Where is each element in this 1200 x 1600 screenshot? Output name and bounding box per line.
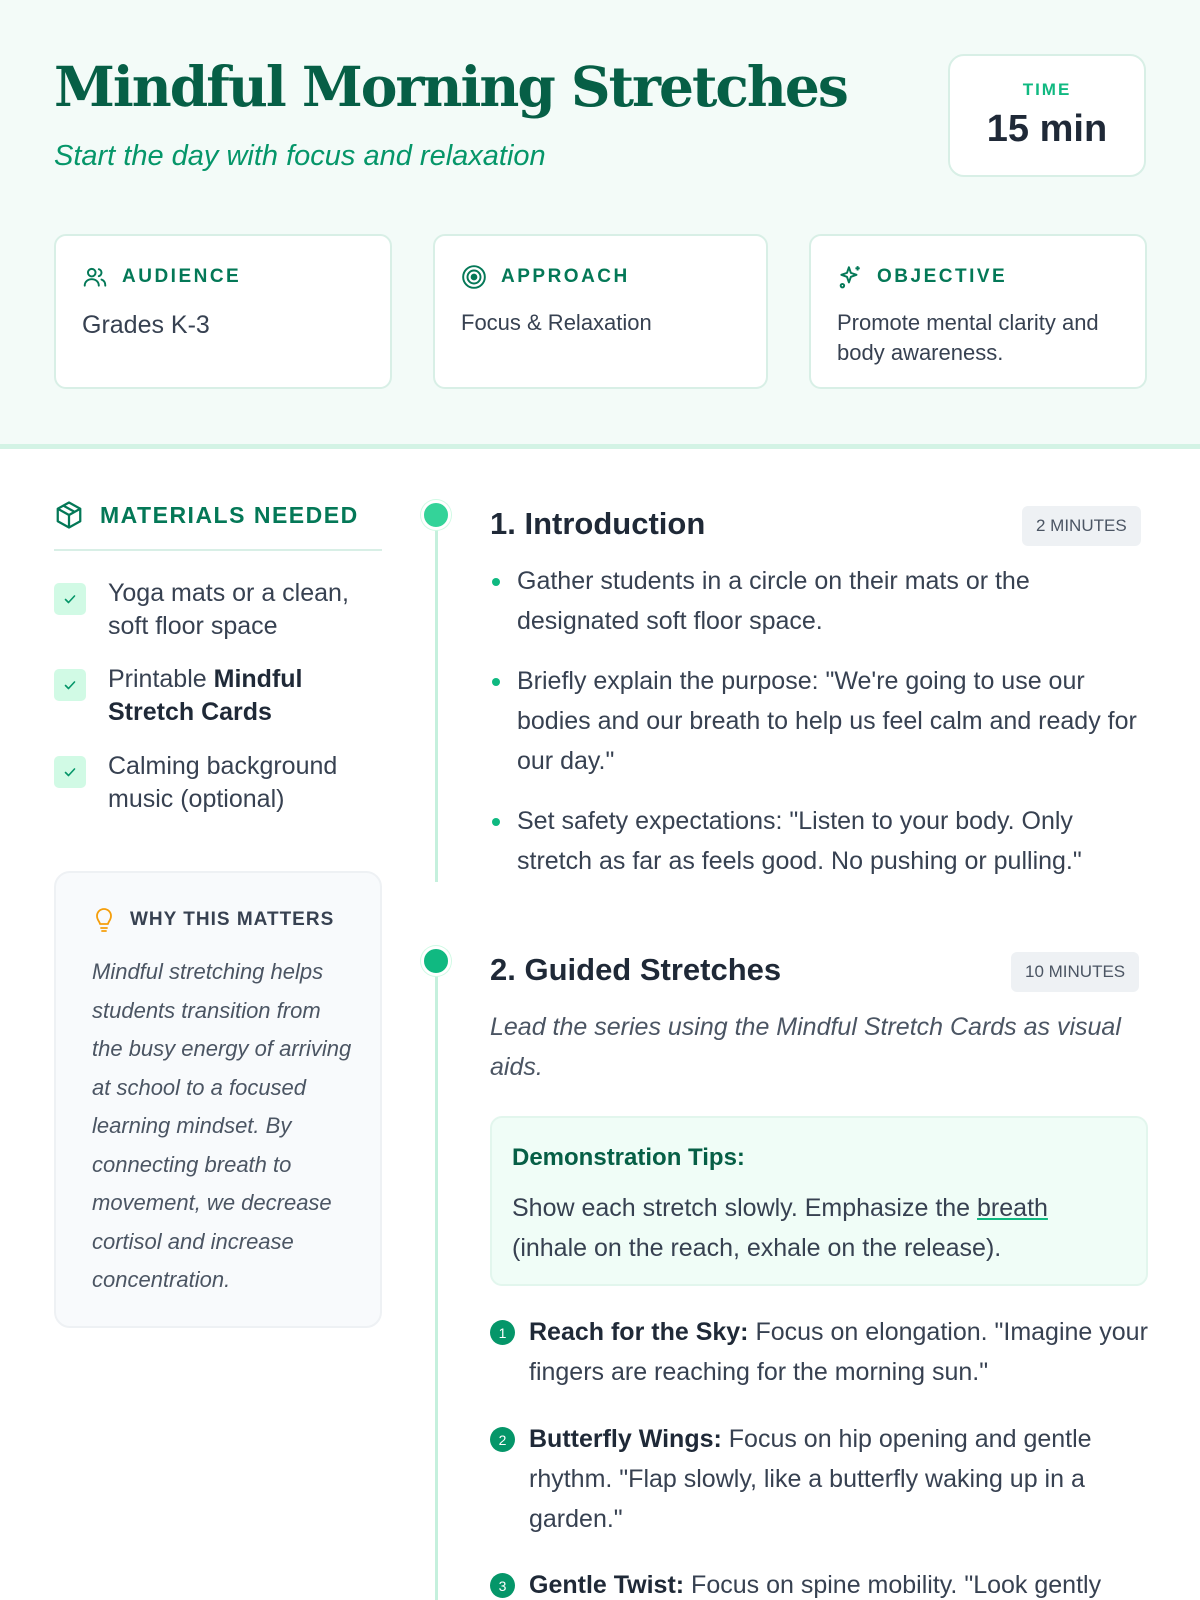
stretch-item [490, 1312, 1150, 1402]
approach-card [433, 234, 768, 389]
audience-card [54, 234, 392, 389]
material-item [54, 663, 384, 733]
duration-badge: 2 MINUTES [1022, 506, 1141, 546]
check-icon [54, 583, 86, 615]
why-title: WHY THIS MATTERS [130, 909, 335, 930]
stretch-text [529, 1419, 1149, 1539]
materials-header [54, 500, 382, 551]
tips-text: Show each stretch slowly. Emphasize the [512, 1194, 978, 1222]
audience-value: Grades K-3 [82, 311, 210, 339]
timeline-line [435, 976, 438, 1600]
page-subtitle: Start the day with focus and relaxation [54, 140, 546, 172]
target-icon [461, 264, 487, 290]
stretch-item [490, 1419, 1150, 1549]
time-label: TIME [1022, 80, 1072, 99]
audience-label: AUDIENCE [122, 266, 242, 287]
time-card [948, 54, 1146, 177]
material-item [54, 577, 384, 647]
time-value: 15 min [986, 108, 1108, 150]
sparkles-icon [837, 264, 863, 290]
step-number: 3 [490, 1573, 515, 1598]
material-text-pre: Printable [108, 665, 214, 693]
timeline-dot [421, 500, 451, 530]
package-icon [54, 500, 84, 530]
section-title-introduction: 1. Introduction [490, 506, 706, 541]
objective-label: OBJECTIVE [877, 266, 1008, 287]
tips-body [512, 1188, 1126, 1268]
check-icon [54, 756, 86, 788]
stretch-desc: Focus on elongation. "Imagine your fingers are reaching for the morning sun." [529, 1318, 1148, 1386]
check-icon [54, 669, 86, 701]
stretch-text [529, 1312, 1149, 1392]
approach-value: Focus & Relaxation [461, 310, 652, 335]
material-item [54, 750, 384, 820]
step-number: 1 [490, 1320, 515, 1345]
list-item: Set safety expectations: "Listen to your body. Only stretch as far as feels good. No pushing or pulling." [490, 801, 1150, 881]
tips-title: Demonstration Tips: [512, 1144, 745, 1171]
stretch-desc: Focus on hip opening and gentle rhythm. "Flap slowly, like a butterfly waking up in a garden." [529, 1425, 1092, 1533]
why-card [54, 871, 382, 1328]
tips-emphasis: breath [977, 1194, 1048, 1222]
material-text [108, 663, 384, 729]
approach-label: APPROACH [501, 266, 630, 287]
stretch-name: Gentle Twist: [529, 1571, 685, 1599]
timeline-dot [421, 946, 451, 976]
objective-card [809, 234, 1147, 389]
list-item: Gather students in a circle on their mats or the designated soft floor space. [490, 561, 1150, 641]
why-text: Mindful stretching helps students transition from the busy energy of arriving at school to a focused learning mindset. By connecting breath to movement, we decrease cortisol and increase concentration. [92, 959, 352, 1292]
stretch-name: Reach for the Sky: [529, 1318, 749, 1346]
section-title-guided-stretches: 2. Guided Stretches [490, 952, 782, 987]
material-text-bold: Mindful Stretch Cards [108, 665, 303, 726]
page-title: Mindful Morning Stretches [54, 54, 847, 119]
stretch-item [490, 1565, 1150, 1600]
tips-text: (inhale on the reach, exhale on the release). [512, 1234, 1002, 1262]
lesson-header [0, 0, 1200, 449]
section-lead: Lead the series using the Mindful Stretch Cards as visual aids. [490, 1013, 1121, 1081]
duration-badge: 10 MINUTES [1011, 952, 1139, 992]
stretch-text [529, 1565, 1149, 1600]
list-item: Briefly explain the purpose: "We're going to use our bodies and our breath to help us feel calm and ready for our day." [490, 661, 1150, 781]
users-icon [82, 264, 108, 290]
materials-title: MATERIALS NEEDED [100, 502, 359, 528]
lightbulb-icon [92, 907, 116, 933]
demonstration-tips [490, 1116, 1148, 1286]
timeline-line [435, 528, 438, 882]
step-number: 2 [490, 1427, 515, 1452]
introduction-list [490, 561, 1150, 901]
material-text: Yoga mats or a clean, soft floor space [108, 579, 349, 640]
material-text: Calming background music (optional) [108, 752, 338, 813]
stretch-name: Butterfly Wings: [529, 1425, 722, 1453]
stretch-desc: Focus on spine mobility. "Look gently [684, 1571, 1102, 1599]
objective-value: Promote mental clarity and body awareness. [837, 310, 1099, 365]
